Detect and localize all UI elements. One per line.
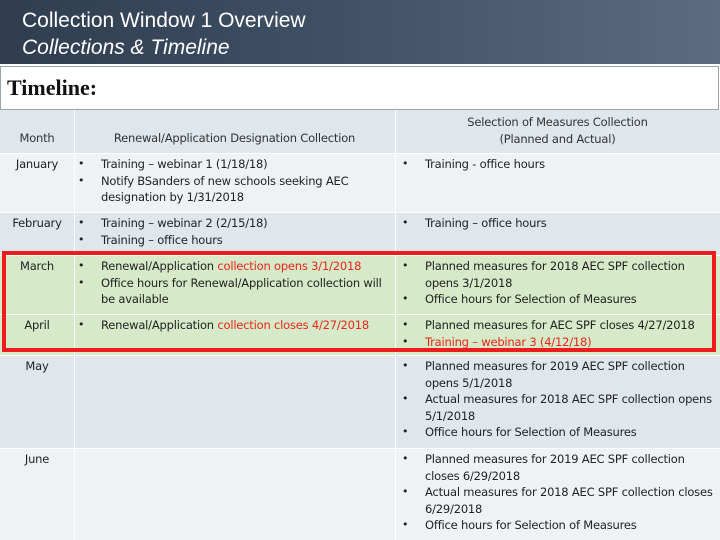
renewal-items (78, 156, 391, 206)
list-item (402, 215, 715, 232)
month-label: February (12, 216, 62, 230)
month-label: May (25, 359, 49, 373)
column-header-renewal: Renewal/Application Designation Collection (113, 131, 356, 145)
bullet-list (402, 451, 715, 534)
slide-subtitle: Collections & Timeline (22, 36, 230, 59)
row-divider (0, 355, 720, 356)
bullet-icon: • (78, 259, 85, 272)
measures-items (402, 156, 715, 173)
item-text: Renewal/Application (101, 318, 218, 332)
timeline-heading-box (0, 66, 719, 110)
bullet-icon: • (402, 518, 409, 531)
item-text: Training - office hours (425, 157, 545, 171)
highlight-box (2, 251, 716, 352)
list-item (402, 484, 715, 517)
item-text: Notify BSanders of new schools seeking AEC designation by 1/31/2018 (101, 173, 349, 204)
bullet-icon: • (402, 359, 409, 372)
month-label: June (24, 452, 50, 466)
column-header-month: Month (19, 131, 55, 145)
list-item (402, 391, 715, 424)
list-item (78, 215, 391, 232)
item-text: Planned measures for 2019 AEC SPF collection opens 5/1/2018 (425, 359, 685, 390)
month-label: January (15, 157, 59, 171)
item-text: Office hours for Selection of Measures (425, 518, 637, 532)
bullet-icon: • (78, 216, 85, 229)
item-text: Planned measures for 2019 AEC SPF collection closes 6/29/2018 (425, 452, 685, 483)
bullet-icon: • (402, 425, 409, 438)
bullet-icon: • (402, 216, 409, 229)
list-item (402, 424, 715, 441)
bullet-icon: • (78, 318, 85, 331)
bullet-icon: • (402, 334, 409, 348)
slide-title: Collection Window 1 Overview (22, 9, 306, 32)
item-text: Training – webinar 1 (1/18/18) (101, 157, 268, 171)
timeline-heading: Timeline: (7, 75, 98, 100)
bullet-icon: • (402, 485, 409, 498)
bullet-icon: • (402, 318, 409, 331)
item-text: Training – office hours (425, 216, 547, 230)
item-text-highlight: collection opens 3/1/2018 (217, 259, 362, 273)
bullet-icon: • (78, 157, 85, 170)
row-divider (0, 448, 720, 449)
item-text: Planned measures for 2018 AEC SPF collection opens 3/1/2018 (425, 259, 685, 290)
list-item (402, 358, 715, 391)
list-item (78, 156, 391, 173)
column-header-measures (395, 114, 720, 147)
row-divider (0, 212, 720, 213)
bullet-icon: • (78, 275, 85, 289)
item-text: Planned measures for AEC SPF closes 4/27/2018 (425, 318, 695, 332)
bullet-list (402, 358, 715, 441)
list-item (402, 156, 715, 173)
item-text-highlight: collection closes 4/27/2018 (217, 318, 370, 332)
list-item (78, 232, 391, 249)
bullet-icon: • (78, 173, 85, 187)
title-banner (0, 0, 720, 64)
measures-items (402, 451, 715, 534)
measures-items (402, 215, 715, 232)
bullet-icon: • (78, 232, 85, 246)
item-text: Actual measures for 2018 AEC SPF collection closes 6/29/2018 (425, 485, 713, 516)
bullet-icon: • (402, 452, 409, 465)
bullet-list (402, 215, 715, 232)
row-divider (0, 153, 720, 154)
renewal-items (78, 215, 391, 248)
item-text: Training – office hours (101, 232, 223, 247)
item-text: Training – webinar 2 (2/15/18) (101, 216, 268, 230)
month-label: March (19, 259, 55, 273)
item-text: Actual measures for 2018 AEC SPF collection opens 5/1/2018 (425, 392, 712, 423)
list-item (402, 517, 715, 534)
bullet-list (78, 215, 391, 248)
bullet-icon: • (402, 259, 409, 272)
item-text: Office hours for Selection of Measures (425, 292, 637, 306)
item-text-highlight: Training – webinar 3 (4/12/18) (425, 334, 592, 349)
bullet-icon: • (402, 157, 409, 170)
bullet-list (78, 156, 391, 206)
measures-items (402, 358, 715, 441)
column-header-measures-line2: (Planned and Actual) (499, 131, 616, 146)
bullet-icon: • (402, 392, 409, 405)
item-text: Office hours for Selection of Measures (425, 425, 637, 439)
month-label: April (24, 318, 50, 332)
list-item (402, 451, 715, 484)
column-header-measures-line1: Selection of Measures Collection (467, 115, 648, 129)
item-text: Office hours for Renewal/Application collection will be available (101, 275, 382, 306)
bullet-icon: • (402, 292, 409, 305)
list-item (78, 173, 391, 206)
item-text: Renewal/Application (101, 259, 218, 273)
bullet-list (402, 156, 715, 173)
